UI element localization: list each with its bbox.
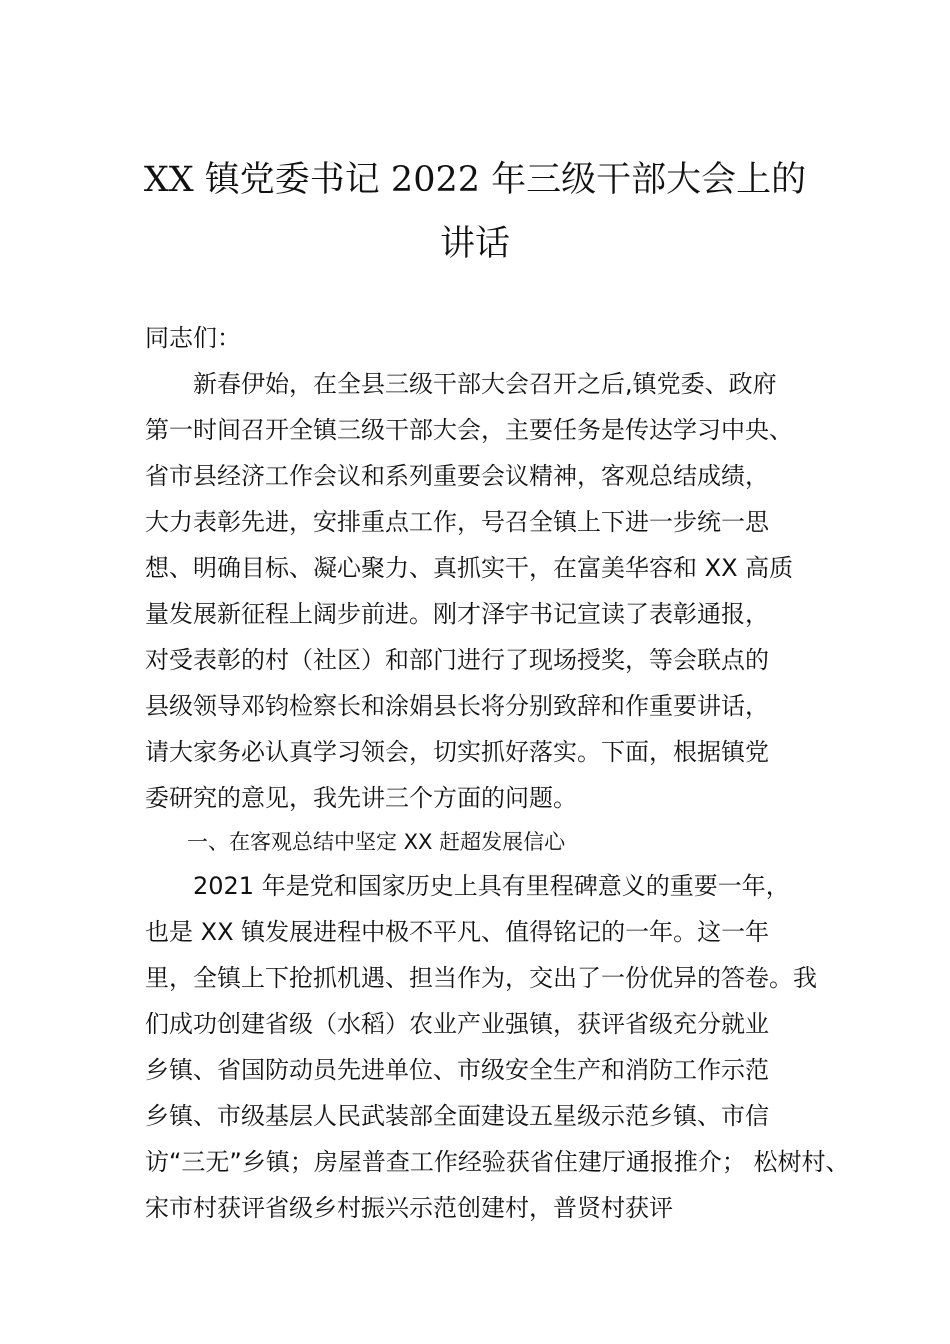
paragraph-line: 访“三无”乡镇；房屋普查工作经验获省住建厅通报推介； 松树村、: [145, 1148, 850, 1176]
paragraph-line: 对受表彰的村（社区）和部门进行了现场授奖，等会联点的: [145, 646, 769, 674]
paragraph-line: 也是 XX 镇发展进程中极不平凡、值得铭记的一年。这一年: [145, 918, 770, 946]
paragraph-line: 第一时间召开全镇三级干部大会，主要任务是传达学习中央、: [145, 416, 793, 444]
salutation: 同志们：: [145, 324, 241, 352]
paragraph-line: 委研究的意见，我先讲三个方面的问题。: [145, 784, 577, 812]
paragraph-line: 乡镇、市级基层人民武装部全面建设五星级示范乡镇、市信: [145, 1102, 769, 1130]
document-title-line-1: XX 镇党委书记 2022 年三级干部大会上的: [143, 160, 807, 200]
paragraph-line: 量发展新征程上阔步前进。刚才泽宇书记宣读了表彰通报，: [145, 600, 769, 628]
document-title-line-2: 讲话: [439, 224, 510, 264]
paragraph-line: 们成功创建省级（水稻）农业产业强镇，获评省级充分就业: [145, 1010, 769, 1038]
paragraph-line: 请大家务必认真学习领会，切实抓好落实。下面，根据镇党: [145, 738, 769, 766]
paragraph-line: 里，全镇上下抢抓机遇、担当作为，交出了一份优异的答卷。我: [145, 964, 817, 992]
paragraph-line: 宋市村获评省级乡村振兴示范创建村，普贤村获评: [145, 1194, 673, 1222]
paragraph-line: 县级领导邓钧检察长和涂娟县长将分别致辞和作重要讲话，: [145, 692, 769, 720]
paragraph-line: 想、明确目标、凝心聚力、真抓实干，在富美华容和 XX 高质: [145, 554, 794, 582]
paragraph-line: 乡镇、省国防动员先进单位、市级安全生产和消防工作示范: [145, 1056, 769, 1084]
paragraph-line: 省市县经济工作会议和系列重要会议精神，客观总结成绩，: [145, 462, 769, 490]
paragraph-line: 大力表彰先进，安排重点工作，号召全镇上下进一步统一思: [145, 508, 769, 536]
section-heading-1: 一、在客观总结中坚定 XX 赶超发展信心: [145, 830, 566, 854]
paragraph-line: 新春伊始，在全县三级干部大会召开之后,镇党委、政府: [145, 370, 777, 398]
paragraph-line: 2021 年是党和国家历史上具有里程碑意义的重要一年，: [145, 872, 790, 900]
